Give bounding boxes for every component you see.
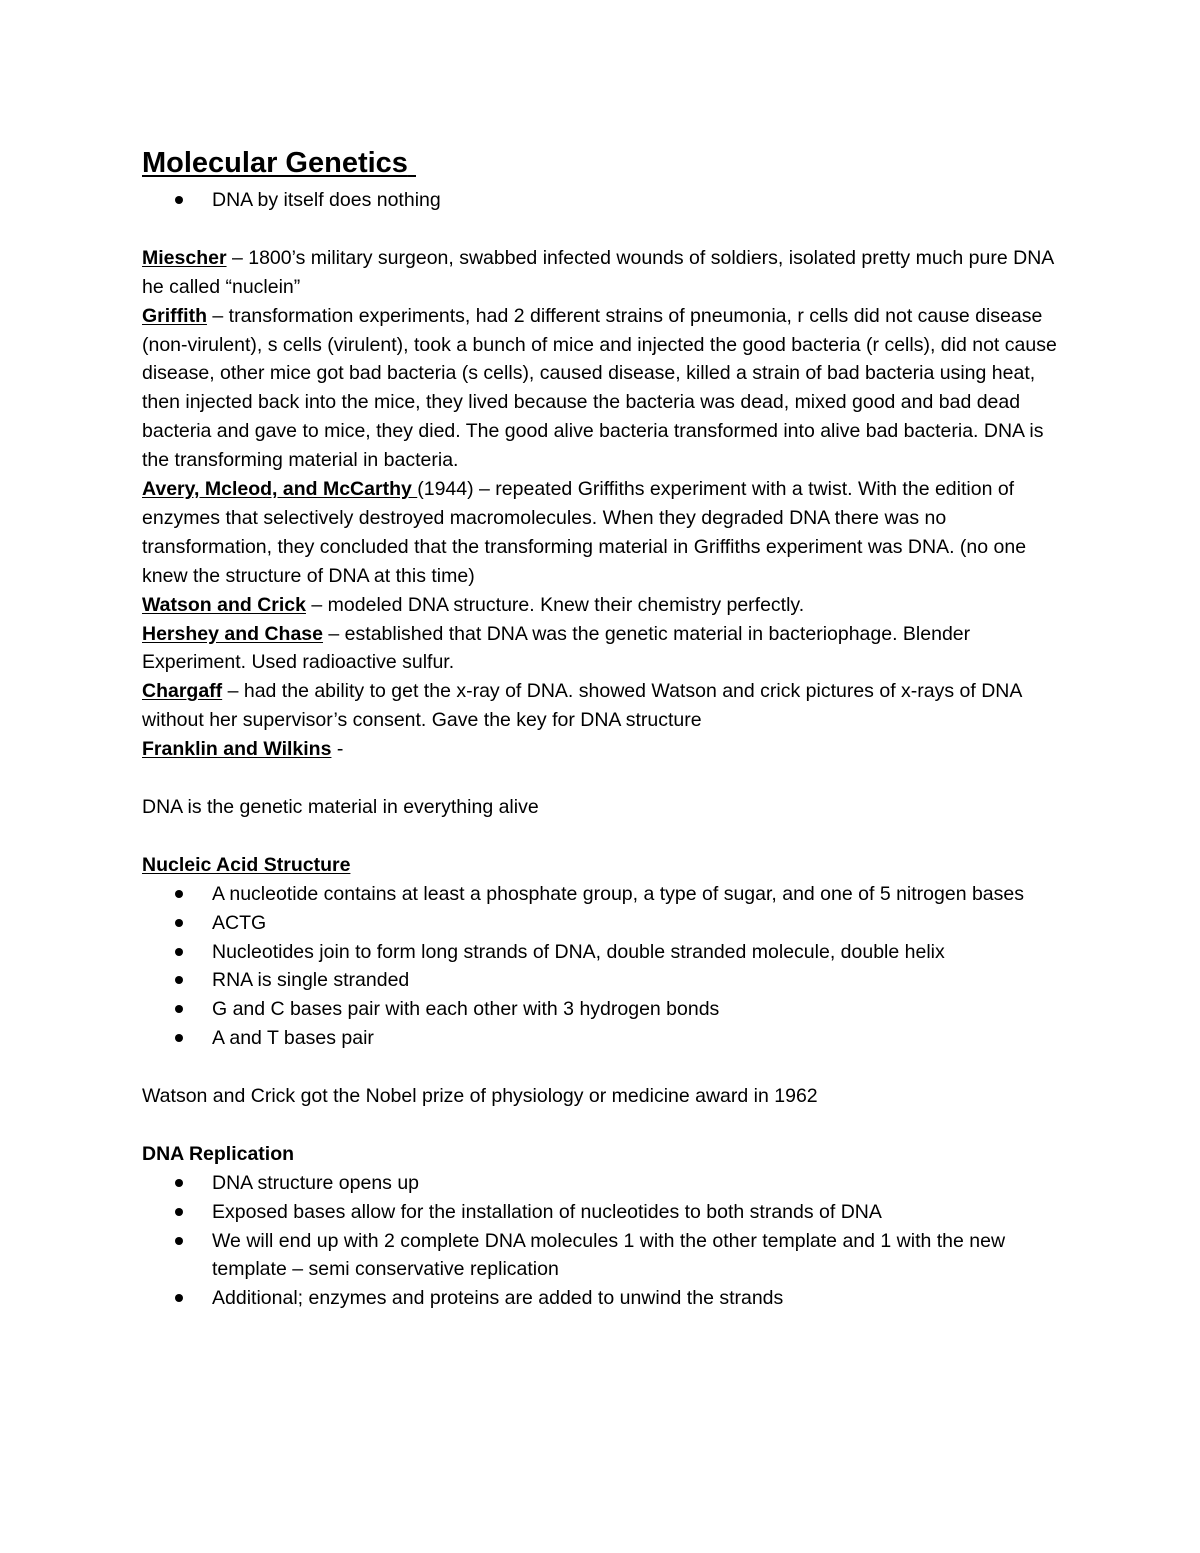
scientist-description: - xyxy=(331,738,344,761)
spacer xyxy=(142,1111,1072,1140)
list-item-text: RNA is single stranded xyxy=(212,969,410,992)
bullet-icon xyxy=(175,1179,183,1187)
spacer xyxy=(142,1053,1072,1082)
list-item xyxy=(142,995,1072,1024)
spacer xyxy=(142,822,1072,851)
bullet-icon xyxy=(175,1005,183,1013)
page-title-text: Molecular Genetics xyxy=(142,147,408,179)
spacer xyxy=(142,215,1072,244)
list-item-text: DNA by itself does nothing xyxy=(212,189,441,211)
section-heading-dna-replication: DNA Replication xyxy=(142,1142,295,1165)
list-item-text: Exposed bases allow for the installation of nucleotides to both strands of DNA xyxy=(212,1200,882,1223)
list-item xyxy=(142,1227,1072,1285)
bullet-icon xyxy=(175,1034,183,1042)
scientist-name: Watson and Crick xyxy=(142,593,306,616)
intro-bullet-list xyxy=(142,186,1072,215)
list-item xyxy=(142,938,1072,967)
scientist-description: – 1800’s military surgeon, swabbed infected wounds of soldiers, isolated pretty much pure DNA he called “nuclein” xyxy=(142,246,1054,298)
scientist-description: – transformation experiments, had 2 different strains of pneumonia, r cells did not cause disease (non-virulent), s cells (virulent), took a bunch of mice and injected the good bacteria (r cells), did not cause disease, other mice got bad bacteria (s cells), caused disease, killed a strain of bad bacteria using heat, then injected back into the mice, they lived because the bacteria was dead, mixed good and bad dead bacteria and gave to mice, they died. The good alive bacteria transformed into alive bad bacteria. DNA is the transforming material in bacteria. xyxy=(142,304,1057,472)
list-item-text: We will end up with 2 complete DNA molecules 1 with the other template and 1 with the new template – semi conservative replication xyxy=(212,1229,1006,1281)
bullet-icon xyxy=(175,1208,183,1216)
bullet-icon xyxy=(175,1294,183,1302)
list-item-text: DNA structure opens up xyxy=(212,1171,420,1194)
list-item xyxy=(142,1024,1072,1053)
spacer xyxy=(142,764,1072,793)
list-item xyxy=(142,1198,1072,1227)
list-item xyxy=(142,966,1072,995)
scientist-miescher xyxy=(142,244,1072,302)
scientist-name: Griffith xyxy=(142,304,207,327)
list-item xyxy=(142,909,1072,938)
list-item-text: A nucleotide contains at least a phosphate group, a type of sugar, and one of 5 nitrogen bases xyxy=(212,882,1025,905)
section-heading-nucleic-acid: Nucleic Acid Structure xyxy=(142,853,351,876)
scientist-name: Hershey and Chase xyxy=(142,622,323,645)
scientist-description: – had the ability to get the x-ray of DNA. showed Watson and crick pictures of x-rays of DNA without her supervisor’s consent. Gave the key for DNA structure xyxy=(142,680,1022,732)
scientist-description: (1944) – repeated Griffiths experiment with a twist. With the edition of enzymes that selectively destroyed macromolecules. When they degraded DNA there was no transformation, they concluded that the transforming material in Griffiths experiment was DNA. (no one knew the structure of DNA at this time) xyxy=(142,478,1027,587)
replication-bullet-list xyxy=(142,1169,1072,1314)
list-item xyxy=(142,1169,1072,1198)
list-item xyxy=(142,186,1072,215)
list-item-text: A and T bases pair xyxy=(212,1027,374,1050)
nucleic-acid-bullet-list xyxy=(142,880,1072,1053)
scientist-name: Avery, Mcleod, and McCarthy xyxy=(142,478,418,501)
list-item xyxy=(142,1284,1072,1313)
statement-text: DNA is the genetic material in everything alive xyxy=(142,796,539,818)
scientist-griffith xyxy=(142,302,1072,475)
bullet-icon xyxy=(175,890,183,898)
scientist-name: Miescher xyxy=(142,246,227,269)
page-title xyxy=(142,146,1072,182)
bullet-icon xyxy=(175,1237,183,1245)
document-body xyxy=(142,146,1072,1313)
scientist-description: – established that DNA was the genetic material in bacteriophage. Blender Experiment. Used radioactive sulfur. xyxy=(142,622,971,674)
list-item-text: Additional; enzymes and proteins are added to unwind the strands xyxy=(212,1287,784,1310)
nobel-text: Watson and Crick got the Nobel prize of physiology or medicine award in 1962 xyxy=(142,1085,818,1108)
scientist-hershey-chase xyxy=(142,620,1072,678)
scientist-avery-mcleod-mccarthy xyxy=(142,475,1072,591)
scientist-name: Chargaff xyxy=(142,680,223,703)
bullet-icon xyxy=(175,196,183,204)
bullet-icon xyxy=(175,919,183,927)
scientist-franklin-wilkins xyxy=(142,735,1072,764)
scientist-chargaff xyxy=(142,677,1072,735)
bullet-icon xyxy=(175,948,183,956)
scientist-watson-crick xyxy=(142,591,1072,620)
list-item-text: ACTG xyxy=(212,911,267,934)
scientist-description: – modeled DNA structure. Knew their chemistry perfectly. xyxy=(305,593,805,616)
bullet-icon xyxy=(175,976,183,984)
list-item xyxy=(142,880,1072,909)
scientist-name: Franklin and Wilkins xyxy=(142,738,332,761)
list-item-text: Nucleotides join to form long strands of DNA, double stranded molecule, double helix xyxy=(212,940,945,963)
list-item-text: G and C bases pair with each other with 3 hydrogen bonds xyxy=(212,998,720,1021)
